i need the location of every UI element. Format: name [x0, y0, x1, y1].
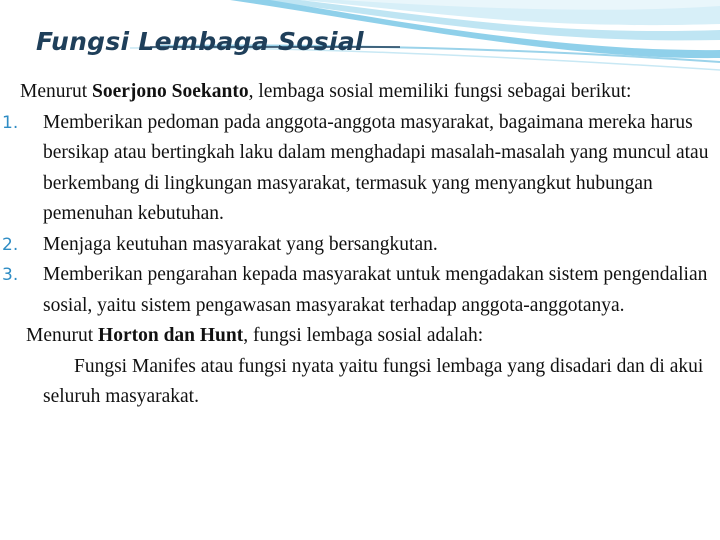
slide-content [0, 77, 716, 413]
manifest-paragraph: Fungsi Manifes atau fungsi nyata yaitu fungsi lembaga yang disadari dan di akui seluruh masyarakat. [43, 355, 704, 407]
list-item [0, 108, 716, 230]
list-number: 2. [2, 234, 19, 255]
intro-paragraph: Menurut Soerjono Soekanto, lembaga sosial memiliki fungsi sebagai berikut: [20, 81, 632, 102]
list-item-text: Menjaga keutuhan masyarakat yang bersangkutan. [43, 233, 438, 255]
author-horton-hunt: Horton dan Hunt [98, 325, 244, 346]
list-number: 3. [2, 265, 19, 285]
list-item [0, 260, 716, 321]
list-item-text: Memberikan pedoman pada anggota-anggota masyarakat, bagaimana mereka harus bersikap atau bertingkah laku dalam menghadapi masalah-masalah yang muncul atau berkembang di lingkungan masyarakat, termasuk yang menyangkut hubungan pemenuhan kebutuhan. [43, 111, 709, 224]
page-title: Fungsi Lembaga Sosial [36, 27, 364, 56]
author-soerjono: Soerjono Soekanto [92, 81, 249, 102]
list-item-text: Memberikan pengarahan kepada masyarakat untuk mengadakan sistem pengendalian sosial, yaitu sistem pengawasan masyarakat terhadap anggota-anggotanya. [43, 264, 708, 316]
list-number: 1. [2, 112, 19, 133]
list-item [0, 230, 716, 261]
second-paragraph: Menurut Horton dan Hunt, fungsi lembaga sosial adalah: [26, 325, 484, 346]
function-list [0, 108, 716, 322]
